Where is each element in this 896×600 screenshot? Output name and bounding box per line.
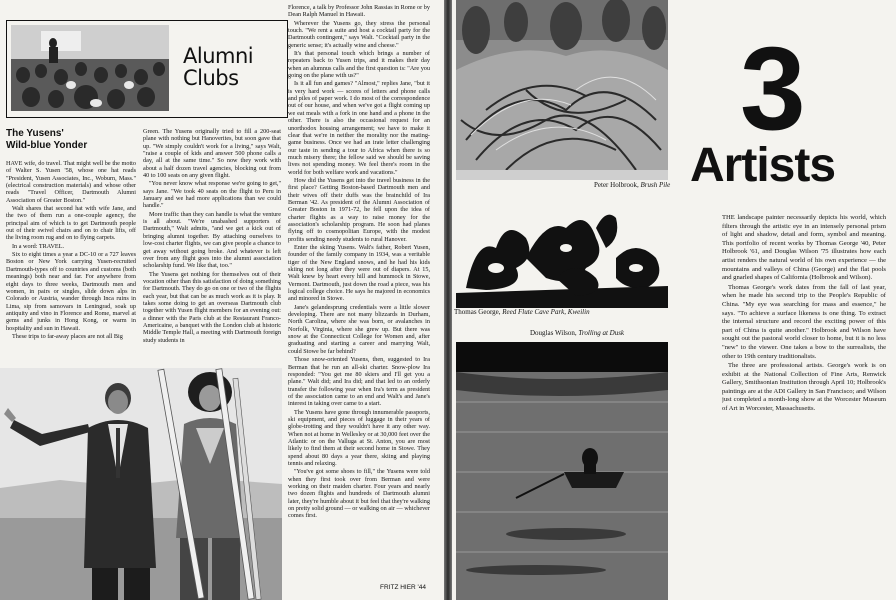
section-title (183, 45, 253, 89)
article-col2-para-2: "You never know what response we're going to get," says Jane. "We took 40 seats on the flight to Peru in January and we had more applications than we could handle." (143, 180, 281, 210)
article-column-2 (143, 128, 281, 364)
article-col1-para-5: These trips to far-away places are not all Big (12, 332, 123, 340)
section-title-line1: Alumni (183, 44, 254, 68)
article-col3-para-3: It's that personal touch which brings a number of repeaters back to Yusen trips, and it makes their day when an alumnus calls and the first question is: "Are you going on the plane with us?" (288, 50, 430, 80)
article-col2-para-1: Green. The Yusens originally tried to fill a 200-seat plane with nothing but Hanoverites, but soon gave that up. "We simply couldn't work for a living," says Walt, "raise a couple of kids and answer 500 phone calls a day, all at the same time." So now they work with about a half dozen travel agencies, blocking out from 40 to 100 seats on any given flight. (143, 128, 281, 180)
caption-trolling (530, 329, 624, 337)
book-gutter (444, 0, 452, 600)
brush-pile-painting (456, 0, 668, 180)
article-col3-para-7: Jane's gelandesprung credentials were a little slower developing. There are not many blizzards in Durham, North Carolina, where she was born, or avalanches in Norfolk, Virginia, where she grew up. But there was snow at the Connecticut College for Women and, after graduating and starting a career and marrying Walt, could Stowe be far behind? (288, 303, 430, 355)
caption-reed-flute-artist: Thomas George, (454, 308, 503, 316)
left-page (0, 0, 444, 600)
caption-trolling-artist: Douglas Wilson, (530, 329, 579, 337)
caption-trolling-title: Trolling at Dusk (578, 329, 625, 337)
article-title-line2: Wild-blue Yonder (6, 140, 88, 151)
section-title-line2: Clubs (183, 66, 239, 90)
feature-body-para-1: THE landscape painter necessarily depicts his world, which filters through the artistic eye in an intensely personal prism of light and shadow, detail and form, symbol and meaning. This portfolio of recent works by Thomas George '40, Peter Holbrook '61, and Douglas Wilson '75 illustrates how each artist renders the natural world of his own experience — the mountains and valleys of China (George) and the flat pools and gnarled shapes of California (Holbrook and Wilson). (722, 214, 886, 282)
article-col1-para-4: Six to eight times a year a DC-10 or a 727 leaves Boston or New York carrying Yusen-recruited Dartmouth-types off to countries and customs (both meanings) both near and far. For anywhere from eight days to three weeks, Dartmouth men and women, in pairs or singles, slide down alps in Colorado or Austria, wander through Inca ruins in Lima, sip from samovars in Leningrad, soak up antiquity and vino in Florence and Rome, marvel at gems and junks in Hong Kong, or warm in hospitality and sun in Hawaii. (6, 251, 136, 332)
article-col2-para-3: More traffic than they can handle is what the venture is all about. "We're unabashed supporters of Dartmouth," Walt admits, "and we get a kick out of bringing alumni together. By attaching ourselves to low-cost charter flights, we can give people a chance to get away without going broke. And whatever is left over from any flight goes into the alumni association scholarship fund. We like that, too." (143, 210, 281, 270)
article-column-3 (288, 4, 430, 580)
article-col3-para-10: "You've got some shoes to fill," the Yusens were told when they first took over from Berman and were working on their maiden charter. Four years and nearly two dozen flights and hundreds of Dartmouth alumni later, they're humble about it but feel that they're walking on pretty solid ground — or walking on air — whichever comes first. (288, 468, 430, 520)
article-col3-para-2: Wherever the Yusens go, they stress the personal touch. "We rent a suite and host a cocktail party for the Dartmouth contingent," says Walt. "Cocktail party in the generic sense; it's actually wine and cheese." (288, 19, 430, 49)
alumni-clubs-header (6, 20, 288, 118)
article-col3-para-8: Those snow-oriented Yusens, then, suggested to Ira Berman that he run an all-ski charter. Snow-plow Ira responded: "You get me 80 skiers and I'll get you a plane." Walt did; and Ira did; and that led to an orderly transfer the following year when Ira's term as president of the association came to an end and Walt's and Jane's interest in taking over came to a start. (288, 356, 430, 408)
article-title (6, 128, 87, 152)
article-col3-para-1: Florence, a talk by Professor John Rassias in Rome or by Dean Ralph Manuel in Hawaii. (288, 4, 430, 19)
article-col3-para-4: Is it all fun and games? "Almost," replies Jane, "but it is very hard work — scores of letters and phone calls and piles of paper work. I do most of the correspondence out of our house, and when we've got a flight coming up we eat meals with a fork in one hand and a phone in the other. There is also the occasional request for an unorthodox housing arrangement; we have to make it clear that we're in neither the morality nor the mating-game business. Once we had an irate letter challenging our taste in sending a tour to Africa when there is so much misery there; the fellow said we should be saving lives not spending money. We feel there's room in the world for both welfare work and vacations." (288, 80, 430, 176)
caption-brush-pile-artist: Peter Holbrook, (594, 181, 641, 189)
trolling-at-dusk-painting (456, 342, 668, 600)
article-column-1 (6, 160, 136, 364)
right-page (452, 0, 896, 600)
feature-body (722, 214, 886, 464)
feature-body-para-3: The three are professional artists. George's work is on exhibit at the National Collection of Fine Arts, Renwick Gallery, Smithsonian Institution through April 10; Holbrook's paintings are at the ADI Gallery in San Francisco; and Wilson just completed a month-long show at the Worcester Museum of Art in Worcester, Massachusetts. (722, 362, 886, 413)
article-col3-para-9: The Yusens have gone through innumerable passports, ski equipment, and pieces of luggage in their years of globe-trotting and they wouldn't have it any other way. When not at home in Wellesley or at 30,000 feet over the Atlantic or on the Valluga at St. Anton, you are most likely to find them at their second home in Stowe. They spend about 80 days a year there, skiing and playing tennis and relaxing. (288, 408, 430, 467)
feature-number: 3 (740, 23, 806, 155)
yusens-ski-photo (0, 368, 282, 600)
article-col1-para-2: Walt shares that second hat with wife Jane, and the two of them run a one-couple agency, the principal aim of which is to get Dartmouth people out of their swivel chairs and on to chair lifts, off the living room rug and on to flying carpets. (6, 205, 136, 242)
audience-photo (11, 25, 169, 111)
feature-body-para-2: Thomas George's work dates from the fall of last year, when he made his second trip to the People's Republic of China. "My eye was searching for mass and essence," he says. "To achieve a surface likeness is one thing. To extract the internal structure and record the exciting power of this part of China is quite another." Holbrook and Wilson have sought out the pastoral world closer to home, but it is no less "new" to the viewer. One takes a bow to the surrealists, the other to 19th century traditionalists. (722, 283, 886, 360)
article-title-line1: The Yusens' (6, 128, 64, 139)
reed-flute-cave-painting (456, 198, 668, 308)
caption-reed-flute (454, 308, 590, 316)
article-col2-para-4: The Yusens get nothing for themselves out of their vocation other than this satisfaction of doing something for Dartmouth. They do go on one or two of the flights each year, but that can be as much work as it is play. It takes some doing to get an overseas Dartmouth club together with Yusen flight members for an evening out: a dinner with the Paris club at the Restaurant Franco-Americaine, a banquet with the London club at historic Middle Temple Hall, a meeting with Dartmouth foreign study students in (143, 270, 281, 344)
article-col1-para-1: HAVE wife, do travel. That might well be the motto of Walter S. Yusen '58, whose one hat reads "President, Yusen Associates, Inc., Woburn, Mass." (electrical construction materials) and whose other reads "Travel Officer, Dartmouth Alumni Association of Greater Boston." (6, 160, 136, 204)
article-col3-para-6: Enter the skiing Yusens. Walt's father, Robert Yusen, founder of the family company in 1934, was a veritable tiger of the New England snows, and he had his kids skiing not long after they were out of diapers. At 15, Walt knew by heart every hill and hummock in Stowe, Vermont. Dartmouth, just down the road a piece, was his logical college choice. He says he majored in economics and minored in Stowe. (288, 244, 430, 303)
caption-brush-pile-title: Brush Pile (640, 181, 671, 189)
byline: FRITZ HIER '44 (380, 584, 427, 591)
article-col3-para-5: How did the Yusens get into the travel business in the first place? Getting Boston-based Dartmouth men and their wives off their duffs was the brainchild of Ira Berman '42. As president of the Alumni Association of Greater Boston in 1971-72, he fell upon the idea of charter flights as a way to raise money for the association's scholarship program. He soon had planes flying off to cosmopolitan Europe, with the modest profits sending needy students to rural Hanover. (288, 176, 430, 243)
feature-title: Artists (690, 139, 836, 192)
caption-reed-flute-title: Reed Flute Cave Park, Kweilin (502, 308, 590, 316)
article-col1-para-3: In a word: TRAVEL. (12, 242, 65, 250)
caption-brush-pile (594, 181, 670, 189)
